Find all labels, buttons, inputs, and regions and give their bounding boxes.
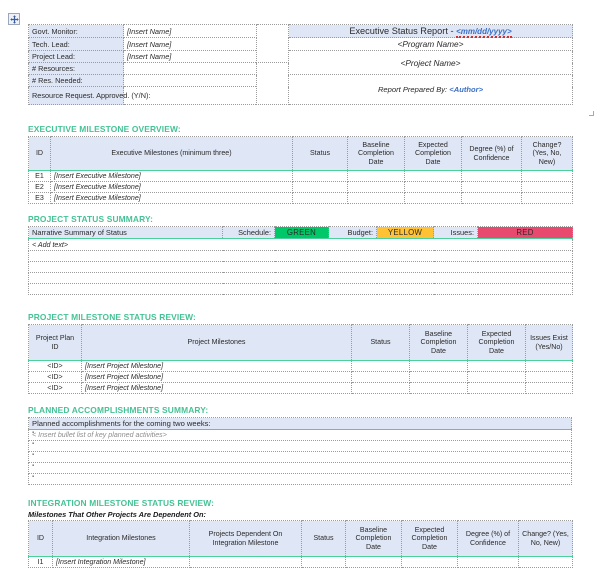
table-header-row bbox=[29, 418, 572, 430]
project-milestone-heading: PROJECT MILESTONE STATUS REVIEW: bbox=[28, 312, 196, 322]
table-move-handle-icon[interactable] bbox=[8, 13, 20, 25]
col-integration-milestones: Integration Milestones bbox=[53, 521, 190, 557]
executive-milestone-heading: EXECUTIVE MILESTONE OVERVIEW: bbox=[28, 124, 181, 134]
row-confidence[interactable] bbox=[462, 171, 522, 182]
row-confidence[interactable] bbox=[462, 193, 522, 204]
col-expected-completion-date: Expected Completion Date bbox=[402, 521, 458, 557]
row-id: E3 bbox=[29, 193, 51, 204]
planned-accomplishments-heading: PLANNED ACCOMPLISHMENTS SUMMARY: bbox=[28, 405, 209, 415]
bullet-item[interactable] bbox=[29, 474, 572, 485]
bullet-item[interactable] bbox=[29, 463, 572, 474]
integration-milestone-section bbox=[28, 498, 572, 568]
prepared-by-field[interactable]: <Author> bbox=[449, 85, 484, 94]
col-degree-of-confidence: Degree (%) of Confidence bbox=[458, 521, 519, 557]
bullet-item[interactable] bbox=[29, 430, 572, 441]
tech-lead-field[interactable]: [Insert Name] bbox=[124, 38, 257, 51]
issues-label: Issues: bbox=[434, 227, 478, 239]
row-baseline-date[interactable] bbox=[346, 557, 402, 568]
col-issues-exist: Issues Exist (Yes/No) bbox=[526, 325, 573, 361]
issues-status-badge[interactable]: RED bbox=[478, 227, 573, 239]
row-id[interactable]: <ID> bbox=[29, 383, 82, 394]
project-milestone-table bbox=[28, 324, 573, 394]
row-milestone[interactable]: [Insert Executive Milestone] bbox=[51, 182, 293, 193]
row-id: E1 bbox=[29, 171, 51, 182]
header-info-section bbox=[28, 24, 572, 105]
program-name-field[interactable]: <Program Name> bbox=[289, 38, 573, 51]
row-change[interactable] bbox=[522, 171, 573, 182]
row-id[interactable]: <ID> bbox=[29, 361, 82, 372]
row-confidence[interactable] bbox=[458, 557, 519, 568]
res-needed-label: # Res. Needed: bbox=[29, 75, 124, 87]
row-issues-exist[interactable] bbox=[526, 361, 573, 372]
table-row bbox=[29, 25, 573, 38]
table-row bbox=[29, 262, 573, 273]
col-degree-of-confidence: Degree (%) of Confidence bbox=[462, 137, 522, 171]
row-status[interactable] bbox=[293, 171, 348, 182]
row-baseline-date[interactable] bbox=[410, 383, 468, 394]
col-id: ID bbox=[29, 521, 53, 557]
resource-request-approved-label: Resource Request. Approved. (Y/N): bbox=[29, 87, 124, 105]
table-row bbox=[29, 383, 573, 394]
row-baseline-date[interactable] bbox=[410, 372, 468, 383]
status-header-row bbox=[29, 227, 573, 239]
project-status-summary-section bbox=[28, 214, 572, 295]
executive-milestone-table bbox=[28, 136, 573, 204]
col-status: Status bbox=[352, 325, 410, 361]
planned-accomplishments-table-header: Planned accomplishments for the coming two weeks: bbox=[29, 418, 572, 430]
row-id: I1 bbox=[29, 557, 53, 568]
row-baseline-date[interactable] bbox=[348, 182, 405, 193]
row-expected-date[interactable] bbox=[405, 193, 462, 204]
bullet-placeholder: < Insert bullet list of key planned activities> bbox=[32, 431, 167, 439]
col-baseline-completion-date: Baseline Completion Date bbox=[348, 137, 405, 171]
col-baseline-completion-date: Baseline Completion Date bbox=[346, 521, 402, 557]
table-row bbox=[29, 463, 572, 474]
project-lead-field[interactable]: [Insert Name] bbox=[124, 51, 257, 63]
row-status[interactable] bbox=[352, 361, 410, 372]
report-title bbox=[289, 25, 573, 38]
tech-lead-label: Tech. Lead: bbox=[29, 38, 124, 51]
row-expected-date[interactable] bbox=[402, 557, 458, 568]
table-row bbox=[29, 372, 573, 383]
header-spacer-cell-a bbox=[257, 25, 289, 63]
narrative-empty-line[interactable] bbox=[29, 284, 573, 295]
report-title-date[interactable]: <mm/dd/yyyy> bbox=[456, 27, 512, 36]
num-resources-field[interactable] bbox=[124, 63, 257, 75]
header-spacer-cell-b bbox=[257, 63, 289, 105]
table-row bbox=[29, 557, 573, 568]
row-expected-date[interactable] bbox=[468, 383, 526, 394]
row-milestone[interactable]: [Insert Integration Milestone] bbox=[53, 557, 190, 568]
col-expected-completion-date: Expected Completion Date bbox=[405, 137, 462, 171]
project-name-field[interactable]: <Project Name> bbox=[289, 51, 573, 75]
row-milestone[interactable]: [Insert Executive Milestone] bbox=[51, 171, 293, 182]
row-status[interactable] bbox=[293, 182, 348, 193]
row-status[interactable] bbox=[293, 193, 348, 204]
narrative-summary-label: Narrative Summary of Status bbox=[29, 227, 223, 239]
table-row bbox=[29, 51, 573, 63]
narrative-empty-line[interactable] bbox=[29, 262, 573, 273]
col-change: Change? (Yes, No, New) bbox=[519, 521, 573, 557]
report-title-text: Executive Status Report - bbox=[349, 26, 457, 36]
row-change[interactable] bbox=[522, 182, 573, 193]
col-project-milestones: Project Milestones bbox=[82, 325, 352, 361]
narrative-empty-line[interactable] bbox=[29, 251, 573, 262]
num-resources-label: # Resources: bbox=[29, 63, 124, 75]
table-row bbox=[29, 193, 573, 204]
col-change: Change? (Yes, No, New) bbox=[522, 137, 573, 171]
project-milestone-section bbox=[28, 312, 572, 394]
table-row bbox=[29, 182, 573, 193]
table-row bbox=[29, 361, 573, 372]
project-status-summary-table bbox=[28, 226, 573, 295]
row-id: E2 bbox=[29, 182, 51, 193]
table-header-row bbox=[29, 137, 573, 171]
narrative-text-area[interactable]: < Add text> bbox=[29, 239, 573, 251]
col-status: Status bbox=[302, 521, 346, 557]
row-id[interactable]: <ID> bbox=[29, 372, 82, 383]
row-dependent-projects[interactable] bbox=[190, 557, 302, 568]
header-info-table bbox=[28, 24, 573, 105]
project-lead-label: Project Lead: bbox=[29, 51, 124, 63]
table-row bbox=[29, 474, 572, 485]
table-row bbox=[29, 75, 573, 87]
table-row bbox=[29, 452, 572, 463]
table-row bbox=[29, 430, 572, 441]
row-milestone[interactable]: [Insert Project Milestone] bbox=[82, 361, 352, 372]
govt-monitor-field[interactable]: [Insert Name] bbox=[124, 25, 257, 38]
table-row bbox=[29, 38, 573, 51]
integration-milestone-subheading: Milestones That Other Projects Are Dependent On: bbox=[28, 510, 206, 519]
row-baseline-date[interactable] bbox=[348, 171, 405, 182]
schedule-label: Schedule: bbox=[223, 227, 275, 239]
row-baseline-date[interactable] bbox=[348, 193, 405, 204]
table-row bbox=[29, 171, 573, 182]
table-row bbox=[29, 273, 573, 284]
col-id: ID bbox=[29, 137, 51, 171]
col-baseline-completion-date: Baseline Completion Date bbox=[410, 325, 468, 361]
row-issues-exist[interactable] bbox=[526, 383, 573, 394]
row-change[interactable] bbox=[522, 193, 573, 204]
executive-milestone-section bbox=[28, 124, 572, 204]
col-status: Status bbox=[293, 137, 348, 171]
col-expected-completion-date: Expected Completion Date bbox=[468, 325, 526, 361]
planned-accomplishments-section bbox=[28, 405, 572, 485]
integration-milestone-heading: INTEGRATION MILESTONE STATUS REVIEW: bbox=[28, 498, 215, 508]
project-status-summary-heading: PROJECT STATUS SUMMARY: bbox=[28, 214, 154, 224]
page-corner-marker bbox=[589, 111, 594, 116]
table-row bbox=[29, 251, 573, 262]
col-project-plan-id: Project Plan ID bbox=[29, 325, 82, 361]
prepared-by-label: Report Prepared By: bbox=[377, 85, 448, 94]
row-expected-date[interactable] bbox=[468, 372, 526, 383]
budget-label: Budget: bbox=[329, 227, 377, 239]
integration-milestone-table bbox=[28, 520, 573, 568]
row-expected-date[interactable] bbox=[468, 361, 526, 372]
row-baseline-date[interactable] bbox=[410, 361, 468, 372]
budget-status-badge[interactable]: YELLOW bbox=[377, 227, 434, 239]
row-expected-date[interactable] bbox=[405, 182, 462, 193]
prepared-by bbox=[289, 75, 573, 105]
row-milestone[interactable]: [Insert Executive Milestone] bbox=[51, 193, 293, 204]
row-status[interactable] bbox=[352, 383, 410, 394]
planned-accomplishments-table bbox=[28, 417, 572, 485]
row-issues-exist[interactable] bbox=[526, 372, 573, 383]
table-header-row bbox=[29, 325, 573, 361]
bullet-item[interactable] bbox=[29, 452, 572, 463]
table-row bbox=[29, 284, 573, 295]
row-milestone[interactable]: [Insert Project Milestone] bbox=[82, 383, 352, 394]
govt-monitor-label: Govt. Monitor: bbox=[29, 25, 124, 38]
row-confidence[interactable] bbox=[462, 182, 522, 193]
schedule-status-badge[interactable]: GREEN bbox=[275, 227, 329, 239]
table-row bbox=[29, 239, 573, 251]
table-row bbox=[29, 441, 572, 452]
bullet-item[interactable] bbox=[29, 441, 572, 452]
table-header-row bbox=[29, 521, 573, 557]
col-executive-milestones: Executive Milestones (minimum three) bbox=[51, 137, 293, 171]
row-change[interactable] bbox=[519, 557, 573, 568]
res-needed-field[interactable] bbox=[124, 75, 257, 87]
row-status[interactable] bbox=[352, 372, 410, 383]
row-milestone[interactable]: [Insert Project Milestone] bbox=[82, 372, 352, 383]
row-status[interactable] bbox=[302, 557, 346, 568]
col-projects-dependent: Projects Dependent On Integration Milestone bbox=[190, 521, 302, 557]
row-expected-date[interactable] bbox=[405, 171, 462, 182]
narrative-empty-line[interactable] bbox=[29, 273, 573, 284]
